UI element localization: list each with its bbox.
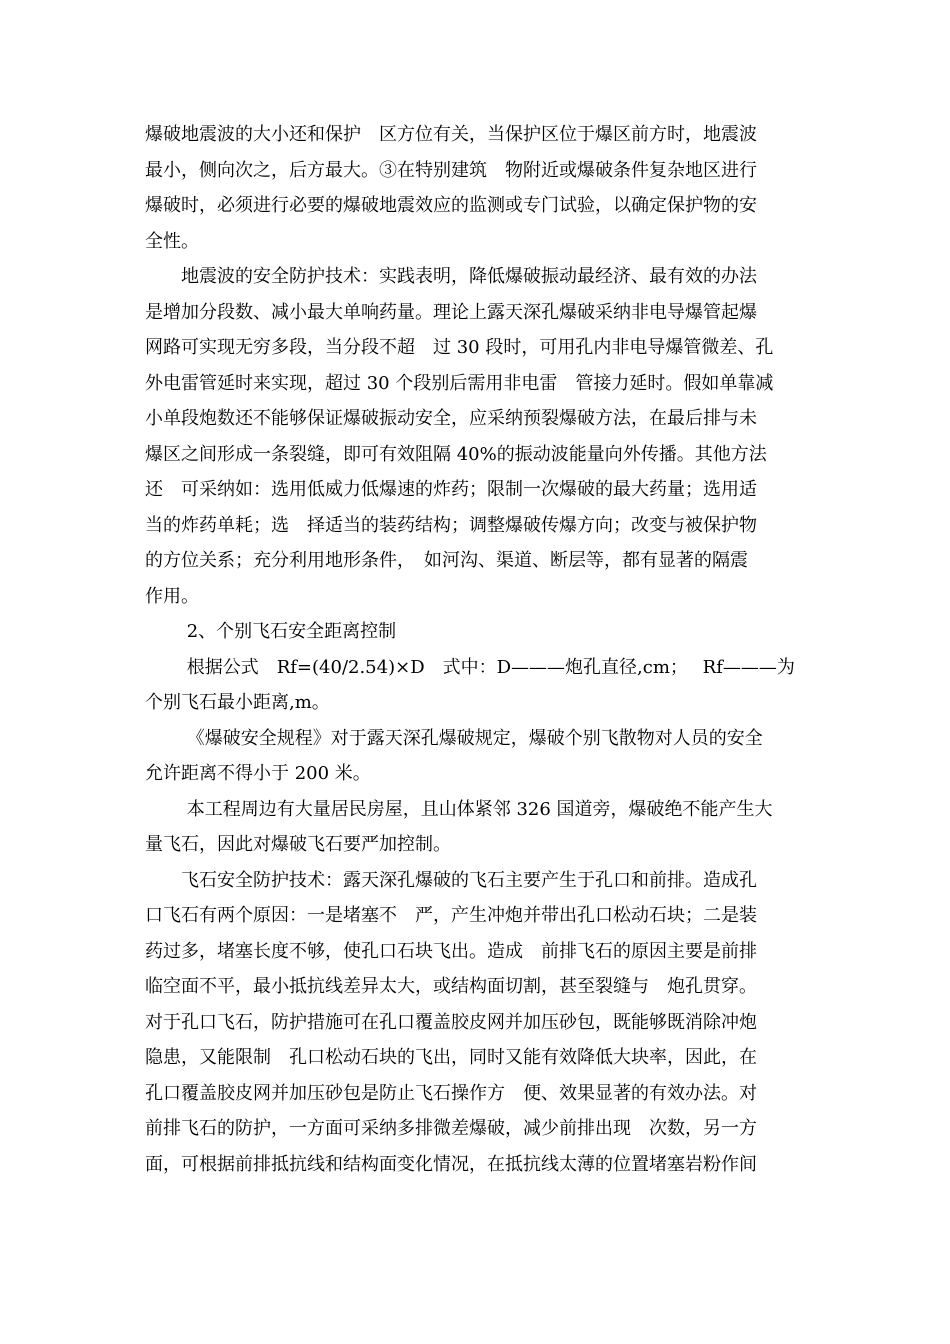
text-line: 最小，侧向次之，后方最大。③在特别建筑 物附近或爆破条件复杂地区进行 <box>145 159 757 181</box>
text-line: 本工程周边有大量居民房屋，且山体紧邻 326 国道旁，爆破绝不能产生大 <box>145 798 773 820</box>
text-line: 还 可采纳如：选用低威力低爆速的炸药；限制一次爆破的最大药量；选用适 <box>145 479 757 500</box>
text-line: 爆破时，必须进行必要的爆破地震效应的监测或专门试验，以确定保护物的安 <box>145 195 757 216</box>
text-line: 作用。 <box>145 585 199 607</box>
text-line: 前排飞石的防护，一方面可采纳多排微差爆破，减少前排出现 次数，另一方 <box>145 1118 757 1139</box>
text-line: 量飞石，因此对爆破飞石要严加控制。 <box>145 834 451 855</box>
text-line: 根据公式 Rf=(40/2.54)×D 式中：D———炮孔直径,cm； Rf———为 <box>145 656 795 678</box>
text-line: 个别飞石最小距离,m。 <box>145 692 330 713</box>
text-line: 允许距离不得小于 200 米。 <box>145 763 371 784</box>
text-line: 爆区之间形成一条裂缝，即可有效阻隔 40%的振动波能量向外传播。其他方法 <box>145 443 767 465</box>
text-line: 地震波的安全防护技术：实践表明，降低爆破振动最经济、最有效的办法 <box>145 266 757 287</box>
section-heading: 2、个别飞石安全距离控制 <box>145 621 397 642</box>
text-line: 对于孔口飞石，防护措施可在孔口覆盖胶皮网并加压砂包，既能够既消除冲炮 <box>145 1011 757 1033</box>
text-line: 全性。 <box>145 230 199 252</box>
text-line: 飞石安全防护技术：露天深孔爆破的飞石主要产生于孔口和前排。造成孔 <box>145 869 757 891</box>
text-line: 口飞石有两个原因：一是堵塞不 严，产生冲炮并带出孔口松动石块；二是装 <box>145 905 757 926</box>
text-line: 当的炸药单耗；选 择适当的装药结构；调整爆破传爆方向；改变与被保护物 <box>145 514 757 536</box>
text-line: 外电雷管延时来实现，超过 30 个段别后需用非电雷 管接力延时。假如单靠减 <box>145 372 774 394</box>
text-line: 面，可根据前排抵抗线和结构面变化情况，在抵抗线太薄的位置堵塞岩粉作间 <box>145 1153 757 1175</box>
text-line: 爆破地震波的大小还和保护 区方位有关，当保护区位于爆区前方时，地震波 <box>145 124 757 145</box>
text-line: 临空面不平，最小抵抗线差异太大，或结构面切割，甚至裂缝与 炮孔贯穿。 <box>145 976 757 997</box>
document-body <box>145 117 813 1182</box>
text-line: 小单段炮数还不能够保证爆破振动安全，应采纳预裂爆破方法，在最后排与未 <box>145 408 757 429</box>
text-line: 网路可实现无穷多段，当分段不超 过 30 段时，可用孔内非电导爆管微差、孔 <box>145 337 774 358</box>
text-line: 的方位关系；充分利用地形条件， 如河沟、渠道、断层等，都有显著的隔震 <box>145 550 748 571</box>
text-line: 药过多，堵塞长度不够，使孔口石块飞出。造成 前排飞石的原因主要是前排 <box>145 940 757 962</box>
text-line: 是增加分段数、减小最大单响药量。理论上露天深孔爆破采纳非电导爆管起爆 <box>145 301 757 323</box>
text-line: 隐患，又能限制 孔口松动石块的飞出，同时又能有效降低大块率，因此，在 <box>145 1047 757 1068</box>
text-line: 《爆破安全规程》对于露天深孔爆破规定，爆破个别飞散物对人员的安全 <box>145 727 763 749</box>
text-line: 孔口覆盖胶皮网并加压砂包是防止飞石操作方 便、效果显著的有效办法。对 <box>145 1082 757 1104</box>
